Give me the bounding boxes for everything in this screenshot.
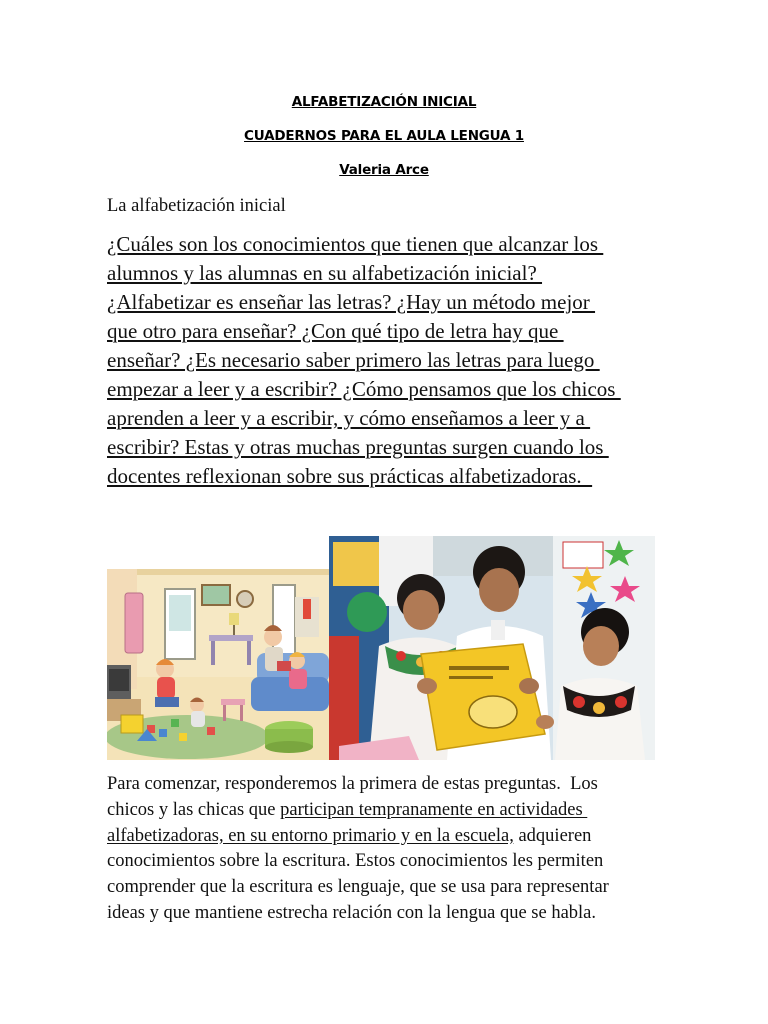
intro-line: ¿Alfabetizar es enseñar las letras? ¿Hay un método mejor — [107, 290, 596, 314]
document-series-title: CUADERNOS PARA EL AULA LENGUA 1 — [244, 128, 524, 144]
body-line — [107, 824, 677, 850]
underlined-phrase: participan tempranamente en actividades — [280, 799, 588, 820]
body-line — [107, 798, 677, 824]
intro-questions-paragraph — [107, 230, 667, 491]
children-reading-photo — [329, 536, 655, 760]
intro-line: escribir? Estas y otras muchas preguntas surgen cuando los — [107, 435, 609, 459]
illustration-figure — [107, 536, 655, 760]
intro-line: alumnos y las alumnas en su alfabetización inicial? — [107, 261, 543, 285]
intro-line: docentes reflexionan sobre sus prácticas alfabetizadoras. — [107, 464, 593, 488]
body-text: adquieren — [513, 825, 592, 846]
body-line: conocimientos sobre la escritura. Estos conocimientos les permiten — [107, 851, 604, 872]
intro-line: aprenden a leer y a escribir, y cómo enseñamos a leer y a — [107, 406, 591, 430]
family-living-room-illustration — [107, 569, 329, 760]
body-paragraph — [107, 772, 677, 927]
document-author: Valeria Arce — [339, 162, 429, 178]
underlined-phrase: alfabetizadoras, en su entorno primario y en la escuela, — [107, 825, 514, 846]
body-text: chicos y las chicas que — [107, 799, 281, 820]
document-title: ALFABETIZACIÓN INICIAL — [291, 94, 477, 110]
intro-line: empezar a leer y a escribir? ¿Cómo pensamos que los chicos — [107, 377, 621, 401]
intro-line: ¿Cuáles son los conocimientos que tienen que alcanzar los — [107, 232, 604, 256]
body-line: comprender que la escritura es lenguaje, que se usa para representar — [107, 877, 609, 898]
intro-line: enseñar? ¿Es necesario saber primero las letras para luego — [107, 348, 600, 372]
section-subtitle: La alfabetización inicial — [107, 196, 286, 216]
body-line: Para comenzar, responderemos la primera de estas preguntas. Los — [107, 774, 598, 794]
body-line: ideas y que mantiene estrecha relación con la lengua que se habla. — [107, 902, 597, 923]
intro-line: que otro para enseñar? ¿Con qué tipo de letra hay que — [107, 319, 564, 343]
